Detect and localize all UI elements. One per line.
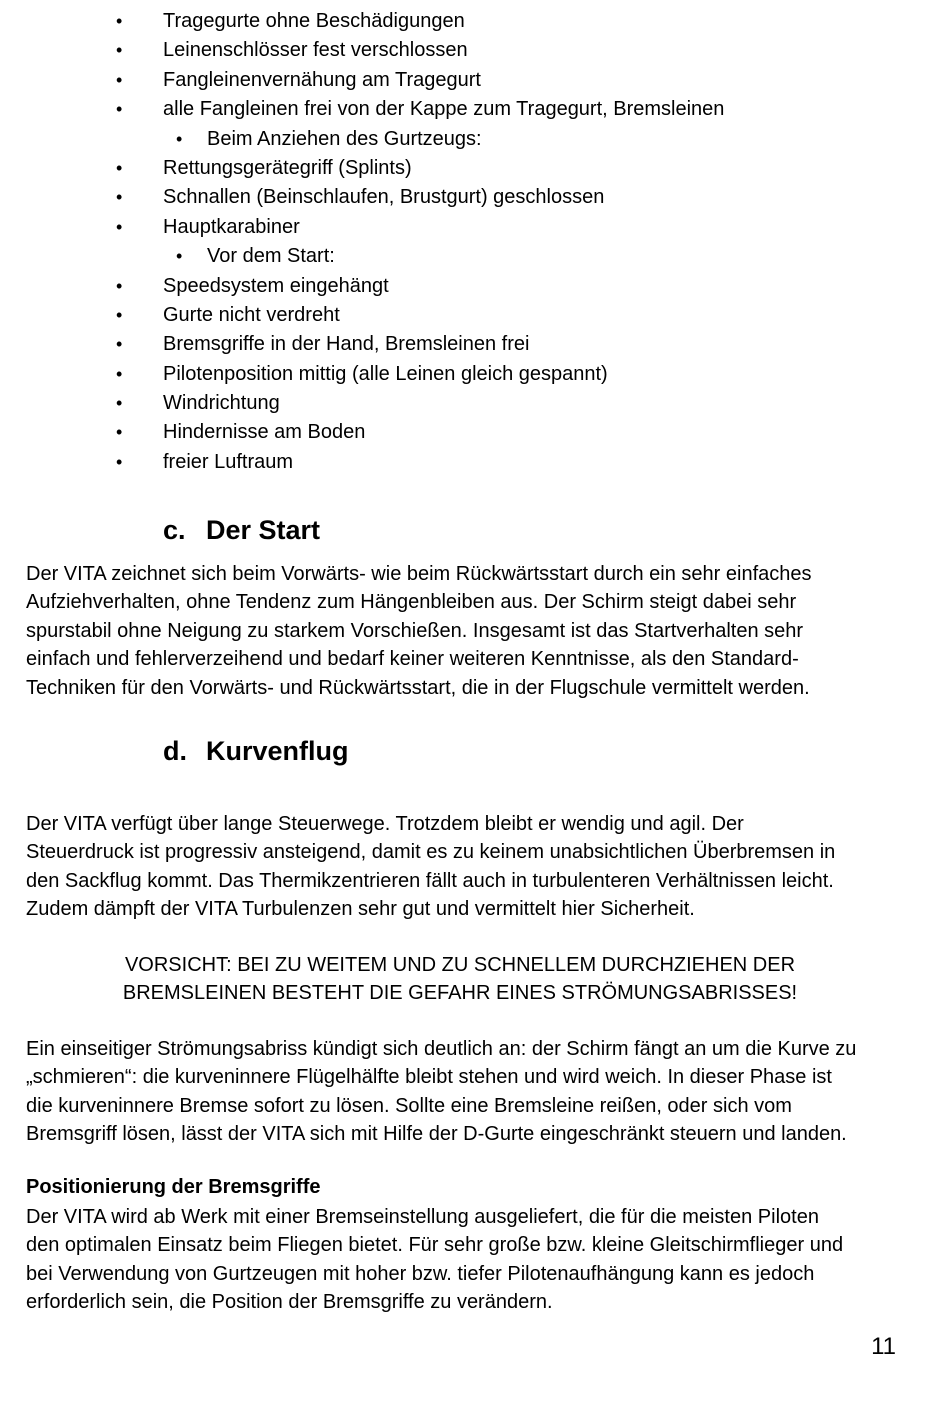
paragraph-line: einfach und fehlerverzeihend und bedarf keiner weiteren Kenntnisse, als den Standard- bbox=[26, 648, 799, 671]
checklist-item-text: Gurte nicht verdreht bbox=[163, 303, 340, 326]
bullet-icon: • bbox=[116, 157, 123, 178]
bullet-icon: • bbox=[116, 363, 123, 384]
checklist-item-text: Hauptkarabiner bbox=[163, 215, 300, 238]
checklist-item-text: Bremsgriffe in der Hand, Bremsleinen frei bbox=[163, 333, 530, 356]
section-d-intro-paragraph bbox=[26, 810, 906, 924]
paragraph-line: Ein einseitiger Strömungsabriss kündigt sich deutlich an: der Schirm fängt an um die Kurve zu bbox=[26, 1038, 857, 1060]
paragraph-line: Steuerdruck ist progressiv ansteigend, damit es zu keinem unabsichtlichen Überbremsen in bbox=[26, 841, 836, 864]
bullet-icon: • bbox=[116, 334, 123, 355]
checklist-item-text: Beim Anziehen des Gurtzeugs: bbox=[207, 127, 482, 150]
paragraph-line: Techniken für den Vorwärts- und Rückwärtsstart, die in der Flugschule vermittelt werden. bbox=[26, 676, 810, 699]
stall-warning bbox=[0, 951, 920, 1008]
paragraph-line: bei Verwendung von Gurtzeugen mit hoher bzw. tiefer Pilotenaufhängung kann es jedoch bbox=[26, 1262, 815, 1285]
paragraph-line: den optimalen Einsatz beim Fliegen bietet. Für sehr große bzw. kleine Gleitschirmflieger und bbox=[26, 1234, 844, 1257]
page-number: 11 bbox=[871, 1333, 896, 1360]
paragraph-line: Der VITA verfügt über lange Steuerwege. Trotzdem bleibt er wendig und agil. Der bbox=[26, 813, 744, 835]
checklist-item-text: Vor dem Start: bbox=[207, 245, 335, 268]
bullet-icon: • bbox=[116, 40, 123, 61]
section-d-letter: d. bbox=[163, 736, 187, 766]
paragraph-line: Bremsgriff lösen, lässt der VITA sich mit Hilfe der D-Gurte eingeschränkt steuern und landen. bbox=[26, 1123, 847, 1146]
section-c-title: Der Start bbox=[206, 515, 321, 545]
brake-position-subheading: Positionierung der Bremsgriffe bbox=[26, 1176, 321, 1198]
checklist-item-text: Leinenschlösser fest verschlossen bbox=[163, 39, 468, 62]
checklist-item-text: Windrichtung bbox=[163, 392, 280, 415]
bullet-icon: • bbox=[116, 69, 123, 90]
checklist-item-text: Schnallen (Beinschlaufen, Brustgurt) geschlossen bbox=[163, 186, 605, 209]
bullet-icon: • bbox=[176, 128, 183, 149]
checklist-item-text: Speedsystem eingehängt bbox=[163, 274, 389, 297]
checklist-item-text: Hindernisse am Boden bbox=[163, 421, 366, 444]
checklist-item-text: alle Fangleinen frei von der Kappe zum Tragegurt, Bremsleinen bbox=[163, 98, 725, 121]
paragraph-line: Aufziehverhalten, ohne Tendenz zum Hängenbleiben aus. Der Schirm steigt dabei sehr bbox=[26, 591, 797, 614]
paragraph-line: die kurveninnere Bremse sofort zu lösen. Sollte eine Bremsleine reißen, oder sich vom bbox=[26, 1094, 792, 1117]
bullet-icon: • bbox=[116, 187, 123, 208]
checklist-item-text: Tragegurte ohne Beschädigungen bbox=[163, 10, 465, 32]
bullet-icon: • bbox=[116, 393, 123, 414]
checklist-item-text: Pilotenposition mittig (alle Leinen gleich gespannt) bbox=[163, 362, 608, 385]
paragraph-line: den Sackflug kommt. Das Thermikzentrieren fällt auch in turbulenteren Verhältnissen leicht. bbox=[26, 869, 834, 892]
paragraph-line: spurstabil ohne Neigung zu starkem Vorschießen. Insgesamt ist das Startverhalten sehr bbox=[26, 619, 804, 642]
paragraph-line: Der VITA zeichnet sich beim Vorwärts- wie beim Rückwärtsstart durch ein sehr einfaches bbox=[26, 563, 812, 585]
checklist-item-text: freier Luftraum bbox=[163, 450, 294, 473]
bullet-icon: • bbox=[116, 422, 123, 443]
paragraph-line: erforderlich sein, die Position der Bremsgriffe zu verändern. bbox=[26, 1291, 553, 1314]
paragraph-line: Zudem dämpft der VITA Turbulenzen sehr gut und vermittelt hier Sicherheit. bbox=[26, 898, 695, 921]
section-c-letter: c. bbox=[163, 515, 186, 545]
section-c-paragraph bbox=[26, 560, 906, 702]
paragraph-line: „schmieren“: die kurveninnere Flügelhälfte bleibt stehen und wird weich. In dieser Phase ist bbox=[26, 1066, 832, 1089]
brake-position-paragraph bbox=[26, 1203, 906, 1317]
bullet-icon: • bbox=[116, 11, 123, 31]
section-d-title: Kurvenflug bbox=[206, 736, 349, 766]
bullet-icon: • bbox=[116, 99, 123, 120]
bullet-icon: • bbox=[116, 216, 123, 237]
checklist-item-text: Rettungsgerätegriff (Splints) bbox=[163, 156, 412, 179]
warning-line: VORSICHT: BEI ZU WEITEM UND ZU SCHNELLEM DURCHZIEHEN DER bbox=[124, 954, 796, 976]
paragraph-line: Der VITA wird ab Werk mit einer Bremseinstellung ausgeliefert, die für die meisten Piloten bbox=[26, 1206, 819, 1228]
warning-line: BREMSLEINEN BESTEHT DIE GEFAHR EINES STRÖMUNGSABRISSES! bbox=[122, 982, 798, 1005]
stall-paragraph bbox=[26, 1035, 906, 1149]
bullet-icon: • bbox=[176, 246, 183, 267]
bullet-icon: • bbox=[116, 304, 123, 325]
bullet-icon: • bbox=[116, 451, 123, 472]
checklist-item-text: Fangleinenvernähung am Tragegurt bbox=[163, 68, 481, 91]
bullet-icon: • bbox=[116, 275, 123, 296]
